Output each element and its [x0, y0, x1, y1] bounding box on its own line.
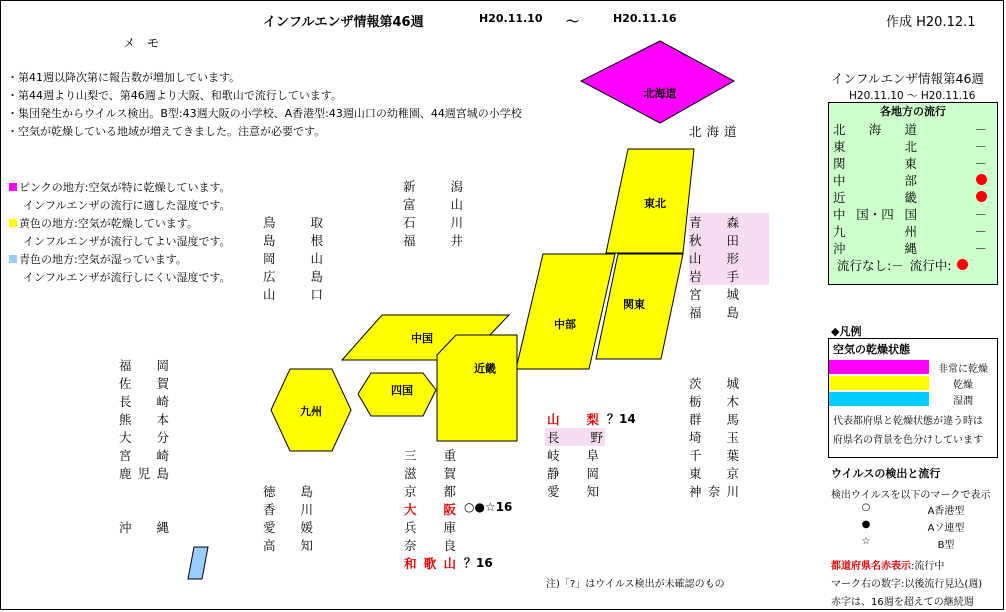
red-number-note: 赤字は、16週を超えての継続週: [831, 597, 974, 608]
virus-row-b: ☆ B型: [831, 536, 991, 551]
pref-aomori: 青 森: [689, 213, 769, 231]
side-period: H20.11.10 ～ H20.11.16: [849, 90, 976, 102]
open-circle-icon: ○: [861, 502, 871, 513]
filled-circle-icon: ●: [861, 519, 871, 530]
legend-box: [828, 338, 998, 458]
status-row-kanto: 関 東 －: [833, 155, 987, 171]
status-mark: －: [974, 223, 987, 239]
pref-toyama: 富 山: [403, 197, 463, 212]
pref-hokkaido: 北海道: [689, 124, 742, 139]
pref-miyazaki: 宮 崎: [119, 448, 169, 463]
marker-wakayama: ？16: [464, 556, 493, 570]
dryness-heading: 空気の乾燥状態: [833, 343, 910, 356]
pref-shimane: 島 根: [263, 233, 323, 248]
region-label-shikoku: 四国: [391, 384, 413, 397]
pref-oita: 大 分: [119, 430, 169, 445]
red-label-legend: 都道府県名赤表示:流行中: [831, 561, 945, 572]
cyan-swatch-icon: [829, 392, 929, 406]
pref-shizuoka: 静 岡: [547, 466, 599, 481]
active-dot-icon: [976, 191, 987, 202]
legend-heading: ◆凡例: [831, 325, 862, 338]
period-start: H20.11.10: [479, 12, 543, 25]
status-row-kyushu: 九 州 －: [833, 223, 987, 239]
side-title: インフルエンザ情報第46週: [831, 71, 984, 86]
pref-yamanashi: 山 梨: [547, 412, 599, 427]
pref-kochi: 高 知: [263, 538, 313, 553]
pref-okayama: 岡 山: [263, 251, 323, 266]
pref-osaka: 大 阪: [404, 502, 456, 517]
pref-gunma: 群 馬: [689, 412, 739, 427]
pref-nagano: 長 野: [547, 430, 603, 445]
status-mark: －: [974, 206, 987, 222]
pref-hyogo: 兵 庫: [404, 520, 456, 535]
region-okinawa[interactable]: [188, 547, 208, 579]
marker-yamanashi: ？14: [607, 412, 636, 426]
pref-saga: 佐 賀: [119, 376, 169, 391]
pref-okinawa: 沖 縄: [119, 520, 169, 535]
status-footer: 流行なし:－ 流行中:: [829, 256, 997, 273]
memo-line-1: ・第41週以降次第に報告数が増加しています。: [7, 71, 241, 84]
pref-iwate: 岩 手: [689, 267, 769, 285]
period-end: H20.11.16: [613, 12, 677, 25]
report-title: インフルエンザ情報第46週: [263, 15, 424, 30]
status-mark: －: [974, 155, 987, 171]
pref-yamagata: 山 形: [689, 249, 769, 267]
active-dot-icon: [957, 259, 968, 270]
pref-tokyo: 東 京: [689, 466, 739, 481]
pref-gifu: 岐 阜: [547, 448, 599, 463]
humidity-note-pink-2: インフルエンザの流行に適した湿度です。: [23, 199, 231, 212]
pref-miyagi: 宮 城: [689, 287, 739, 302]
pref-tochigi: 栃 木: [689, 394, 739, 409]
memo-line-3: ・集団発生からウイルス検出。B型:43週大阪の小学校、A香港型:43週山口の幼稚園、44週宮城の小学校: [7, 107, 522, 120]
pref-aichi: 愛 知: [547, 484, 599, 499]
pref-wakayama: 和 歌 山: [404, 556, 456, 571]
pref-nara: 奈 良: [404, 538, 456, 553]
pref-kumamoto: 熊 本: [119, 412, 169, 427]
yellow-swatch-icon: [829, 376, 929, 390]
pref-saitama: 埼 玉: [689, 430, 739, 445]
active-dot-icon: [976, 174, 987, 185]
pref-niigata: 新 潟: [403, 179, 463, 194]
virus-heading: ウイルスの検出と流行: [831, 467, 941, 480]
pref-ishikawa: 石 川: [403, 215, 463, 230]
humidity-note-pink: ピンクの地方:空気が特に乾燥しています。: [9, 179, 231, 195]
pref-hiroshima: 広 島: [263, 269, 323, 284]
region-label-hokkaido: 北海道: [643, 87, 677, 100]
pref-shiga: 滋 賀: [404, 466, 456, 481]
region-label-kanto: 関東: [623, 298, 645, 311]
pref-kagawa: 香 川: [263, 502, 313, 517]
status-row-okinawa: 沖 縄 －: [833, 240, 987, 256]
memo-heading: メ モ: [123, 36, 160, 50]
status-row-tohoku: 東 北 －: [833, 138, 987, 154]
region-label-chubu: 中部: [554, 318, 576, 331]
pref-kagoshima: 鹿 児 島: [119, 466, 169, 481]
footnote: 注)「?」はウイルス検出が未確認のもの: [546, 579, 725, 590]
humidity-note-blue: 青色の地方:空気が湿っています。: [9, 251, 187, 267]
pref-kanagawa: 神 奈 川: [689, 484, 739, 499]
region-label-kinki: 近畿: [474, 362, 496, 375]
magenta-swatch-icon: [829, 360, 929, 374]
marker-osaka: ○●☆16: [464, 500, 513, 514]
status-row-chugoku-shikoku: 中 国・四 国 －: [833, 206, 987, 222]
legend-row-dry: 乾燥: [829, 375, 997, 391]
pref-fukushima: 福 島: [689, 305, 739, 320]
pref-ibaraki: 茨 城: [689, 376, 739, 391]
pref-ehime: 愛 媛: [263, 520, 313, 535]
pref-mie: 三 重: [404, 448, 456, 463]
legend-row-very-dry: 非常に乾燥: [829, 359, 997, 375]
dryness-note-2: 府県名の背景を色分けしています: [833, 435, 983, 446]
pref-fukui: 福 井: [403, 233, 463, 248]
region-hokkaido[interactable]: [581, 41, 734, 123]
region-status-table: [828, 102, 998, 285]
period-tilde: ～: [566, 15, 580, 30]
dryness-note-1: 代表都府県と乾燥状態が違う時は: [833, 416, 983, 427]
virus-row-a-soviet: ● Aソ連型: [831, 519, 991, 534]
status-mark: －: [974, 240, 987, 256]
created-date: 作成 H20.12.1: [886, 15, 976, 30]
virus-intro: 検出ウイルスを以下のマークで表示: [831, 490, 991, 501]
memo-line-2: ・第44週より山梨で、第46週より大阪、和歌山で流行しています。: [7, 89, 342, 102]
region-label-chugoku: 中国: [411, 332, 433, 345]
star-icon: ☆: [861, 536, 871, 547]
region-label-kyushu: 九州: [300, 405, 322, 418]
status-mark: －: [974, 121, 987, 137]
status-heading: 各地方の流行: [880, 105, 946, 118]
memo-line-4: ・空気が乾燥している地域が増えてきました。注意が必要です。: [7, 125, 326, 138]
region-kinki[interactable]: [437, 335, 517, 441]
humidity-note-yellow: 黄色の地方:空気が乾燥しています。: [9, 215, 198, 231]
number-note: マーク右の数字:以後流行見込(週): [831, 579, 983, 590]
humidity-note-yellow-2: インフルエンザが流行してよい湿度です。: [23, 235, 231, 248]
region-label-tohoku: 東北: [644, 197, 666, 210]
legend-row-humid: 湿潤: [829, 391, 997, 407]
status-row-hokkaido: 北 海 道 －: [833, 121, 987, 137]
pref-yamaguchi: 山 口: [263, 287, 323, 302]
humidity-note-blue-2: インフルエンザが流行しにくい湿度です。: [23, 271, 231, 284]
pref-akita: 秋 田: [689, 231, 769, 249]
pref-fukuoka: 福 岡: [119, 358, 169, 373]
status-row-kinki: 近 畿: [829, 188, 997, 205]
status-mark: －: [974, 138, 987, 154]
pref-nagasaki: 長 崎: [119, 394, 169, 409]
pref-chiba: 千 葉: [689, 448, 739, 463]
pref-kyoto: 京 都: [404, 484, 456, 499]
pref-tokushima: 徳 島: [263, 484, 313, 499]
status-row-chubu: 中 部: [829, 171, 997, 188]
virus-row-a-hongkong: ○ A香港型: [831, 502, 991, 517]
pref-tottori: 鳥 取: [263, 215, 323, 230]
